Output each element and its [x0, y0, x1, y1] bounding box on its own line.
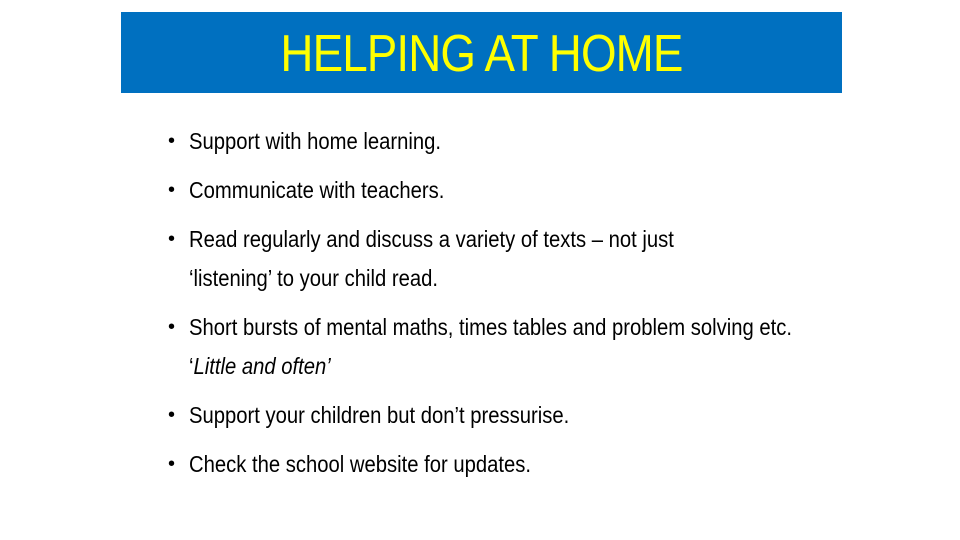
bullet-icon: • [168, 179, 176, 201]
bullet-icon: • [168, 228, 176, 250]
bullet-item [168, 396, 868, 435]
bullet-text: Support with home learning. [189, 128, 442, 154]
title-bar [121, 12, 842, 93]
bullet-item [168, 308, 868, 386]
bullet-icon: • [168, 130, 176, 152]
bullet-item [168, 122, 868, 161]
bullet-text-wrapper [189, 308, 831, 386]
bullet-text: Short bursts of mental maths, times tables and problem solving etc. ‘ [189, 314, 792, 379]
bullet-text: Check the school website for updates. [189, 451, 532, 477]
bullet-item [168, 445, 868, 484]
bullet-icon: • [168, 404, 176, 426]
bullet-text: Support your children but don’t pressurise. [189, 402, 570, 428]
bullet-icon: • [168, 453, 176, 475]
bullet-item [168, 220, 868, 298]
bullet-item [168, 171, 868, 210]
bullet-text: Communicate with teachers. [189, 177, 445, 203]
bullet-list [168, 122, 868, 484]
bullet-text: Read regularly and discuss a variety of texts – not just ‘listening’ to your child read. [189, 226, 674, 291]
bullet-icon: • [168, 316, 176, 338]
slide-title: HELPING AT HOME [280, 24, 683, 83]
bullet-text-italic: Little and often’ [193, 353, 331, 379]
